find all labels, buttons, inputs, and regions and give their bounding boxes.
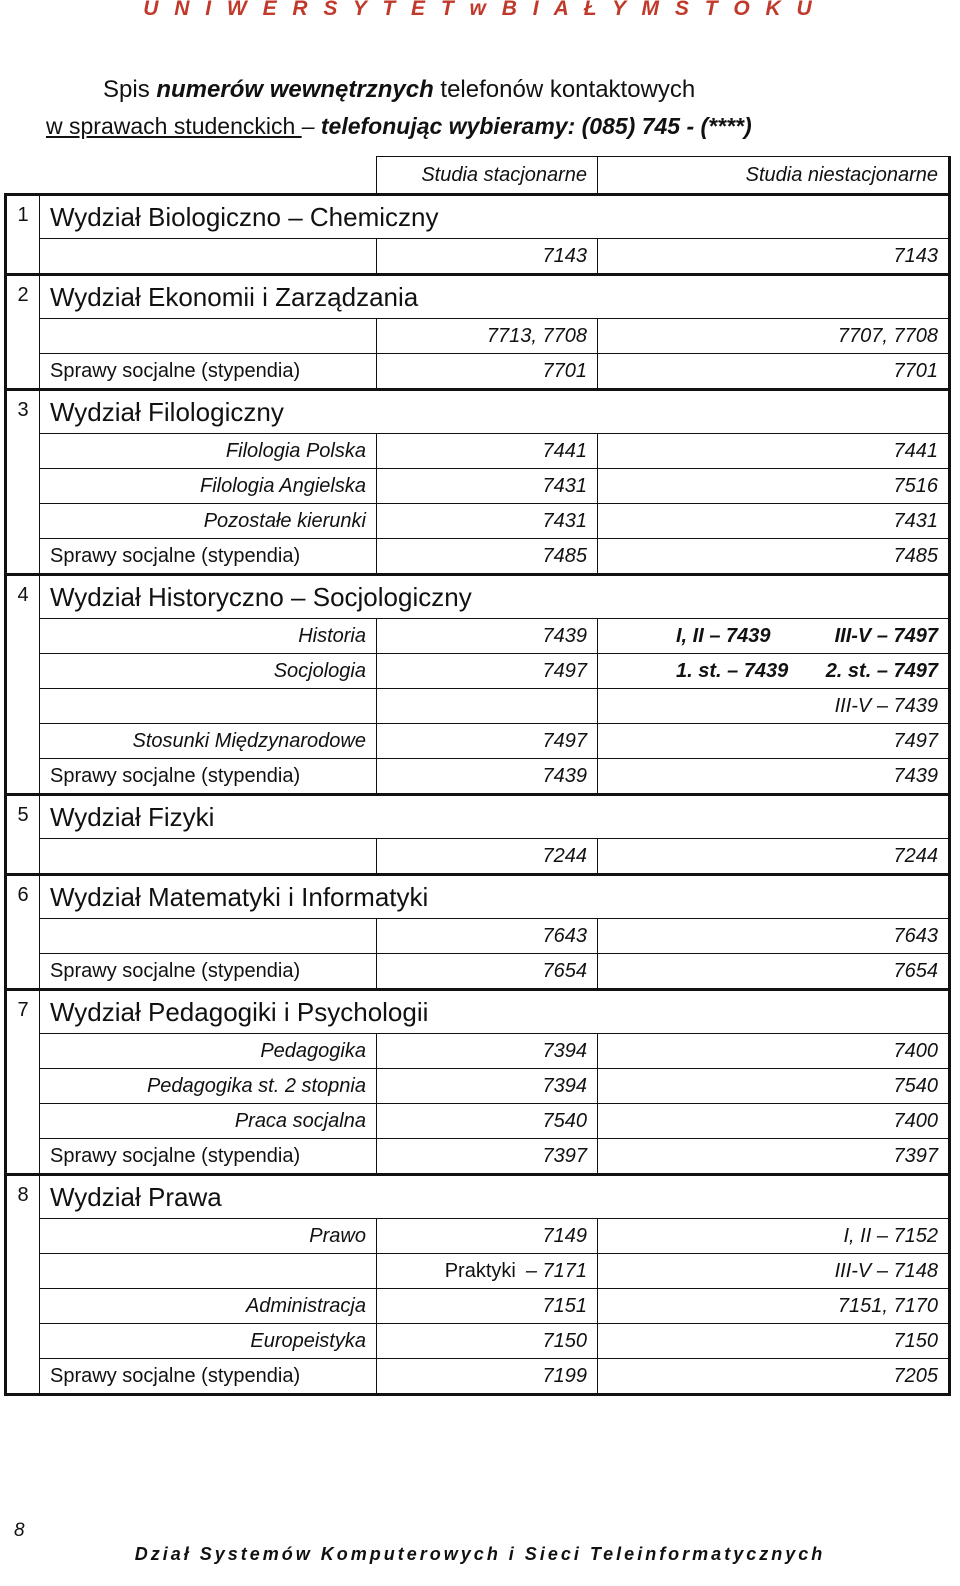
program-label: Stosunki Międzynarodowe — [40, 724, 377, 759]
phone-niestacjonarne: 7643 — [598, 919, 950, 954]
phone-row — [6, 1139, 950, 1175]
faculty-row — [6, 575, 950, 619]
faculty-name: Wydział Fizyki — [40, 795, 950, 839]
faculty-number: 6 — [6, 875, 40, 990]
program-label: Praca socjalna — [40, 1104, 377, 1139]
program-label: Pedagogika st. 2 stopnia — [40, 1069, 377, 1104]
phone-row — [6, 619, 950, 654]
document-subtitle — [46, 113, 752, 140]
phone-stacjonarne: 7654 — [377, 954, 598, 990]
subtitle-underlined: w sprawach studenckich — [46, 113, 302, 139]
faculty-number: 8 — [6, 1175, 40, 1395]
phone-stacjonarne: 7431 — [377, 504, 598, 539]
faculty-name: Wydział Ekonomii i Zarządzania — [40, 275, 950, 319]
program-label: Sprawy socjalne (stypendia) — [40, 1139, 377, 1175]
program-label — [40, 839, 377, 875]
phone-value-part2: 2. st. – 7497 — [825, 659, 938, 682]
program-label — [40, 689, 377, 724]
phone-row — [6, 504, 950, 539]
phone-niestacjonarne: 7400 — [598, 1104, 950, 1139]
phone-stacjonarne: 7497 — [377, 724, 598, 759]
phone-row — [6, 654, 950, 689]
phone-stacjonarne: 7439 — [377, 759, 598, 795]
phone-table-container — [4, 156, 948, 1396]
phone-row — [6, 1219, 950, 1254]
phone-niestacjonarne: 7400 — [598, 1034, 950, 1069]
phone-niestacjonarne: 7431 — [598, 504, 950, 539]
phone-stacjonarne: 7151 — [377, 1289, 598, 1324]
phone-niestacjonarne: III-V – 7148 — [598, 1254, 950, 1289]
program-label: Sprawy socjalne (stypendia) — [40, 1359, 377, 1395]
phone-niestacjonarne: 7397 — [598, 1139, 950, 1175]
phone-row — [6, 319, 950, 354]
program-label: Pedagogika — [40, 1034, 377, 1069]
faculty-number: 4 — [6, 575, 40, 795]
phone-niestacjonarne: I, II – 7152 — [598, 1219, 950, 1254]
phone-row — [6, 434, 950, 469]
program-label: Filologia Polska — [40, 434, 377, 469]
document-title — [103, 76, 695, 104]
phone-row — [6, 1069, 950, 1104]
phone-stacjonarne: 7397 — [377, 1139, 598, 1175]
program-label: Prawo — [40, 1219, 377, 1254]
phone-niestacjonarne: 7441 — [598, 434, 950, 469]
title-pre: Spis — [103, 76, 157, 103]
program-label — [40, 919, 377, 954]
phone-row — [6, 1034, 950, 1069]
phone-stacjonarne: 7701 — [377, 354, 598, 390]
phone-row — [6, 1254, 950, 1289]
table-header-row — [6, 157, 950, 195]
program-label: Filologia Angielska — [40, 469, 377, 504]
header-niestacjonarne: Studia niestacjonarne — [598, 157, 950, 195]
phone-row — [6, 689, 950, 724]
phone-niestacjonarne: 7497 — [598, 724, 950, 759]
phone-value-part1: 1. st. – 7439 — [676, 659, 789, 682]
program-label — [40, 1254, 377, 1289]
faculty-number: 7 — [6, 990, 40, 1175]
faculty-name: Wydział Filologiczny — [40, 390, 950, 434]
phone-niestacjonarne: 7701 — [598, 354, 950, 390]
faculty-name: Wydział Pedagogiki i Psychologii — [40, 990, 950, 1034]
phone-niestacjonarne: III-V – 7439 — [598, 689, 950, 724]
faculty-row — [6, 795, 950, 839]
phone-stacjonarne: 7244 — [377, 839, 598, 875]
program-label: Europeistyka — [40, 1324, 377, 1359]
phone-niestacjonarne: 7540 — [598, 1069, 950, 1104]
faculty-name: Wydział Biologiczno – Chemiczny — [40, 195, 950, 239]
phone-niestacjonarne: 7707, 7708 — [598, 319, 950, 354]
phone-niestacjonarne — [598, 619, 950, 654]
title-emphasis: numerów wewnętrznych — [156, 76, 434, 103]
phone-niestacjonarne: 7654 — [598, 954, 950, 990]
page-number: 8 — [14, 1520, 25, 1541]
title-post: telefonów kontaktowych — [433, 76, 696, 103]
faculty-row — [6, 1175, 950, 1219]
university-header: U N I W E R S Y T E T w B I A Ł Y M S T O K U — [143, 0, 817, 20]
faculty-row — [6, 990, 950, 1034]
subtitle-dash: – — [301, 113, 321, 139]
phone-stacjonarne — [377, 689, 598, 724]
faculty-row — [6, 275, 950, 319]
phone-table — [4, 156, 951, 1396]
faculty-number: 1 — [6, 195, 40, 275]
phone-value: – 7171 — [525, 1259, 587, 1282]
phone-stacjonarne: 7431 — [377, 469, 598, 504]
phone-stacjonarne: 7149 — [377, 1219, 598, 1254]
phone-row — [6, 239, 950, 275]
program-label: Sprawy socjalne (stypendia) — [40, 354, 377, 390]
program-label: Historia — [40, 619, 377, 654]
phone-stacjonarne: 7394 — [377, 1069, 598, 1104]
phone-row — [6, 759, 950, 795]
phone-row — [6, 354, 950, 390]
phone-row — [6, 1289, 950, 1324]
program-label: Sprawy socjalne (stypendia) — [40, 759, 377, 795]
phone-stacjonarne: 7497 — [377, 654, 598, 689]
phone-stacjonarne: 7713, 7708 — [377, 319, 598, 354]
phone-stacjonarne: 7441 — [377, 434, 598, 469]
phone-stacjonarne: 7439 — [377, 619, 598, 654]
phone-row — [6, 469, 950, 504]
phone-prefix: Praktyki — [444, 1259, 516, 1282]
program-label: Administracja — [40, 1289, 377, 1324]
program-label — [40, 239, 377, 275]
footer-text: Dział Systemów Komputerowych i Sieci Teleinformatycznych — [134, 1544, 826, 1564]
phone-niestacjonarne: 7143 — [598, 239, 950, 275]
phone-stacjonarne: 7394 — [377, 1034, 598, 1069]
phone-niestacjonarne: 7151, 7170 — [598, 1289, 950, 1324]
phone-niestacjonarne: 7244 — [598, 839, 950, 875]
phone-row — [6, 1104, 950, 1139]
phone-value-part2: III-V – 7497 — [834, 624, 938, 647]
header-stacjonarne: Studia stacjonarne — [377, 157, 598, 195]
phone-row — [6, 1324, 950, 1359]
phone-stacjonarne: 7143 — [377, 239, 598, 275]
program-label: Sprawy socjalne (stypendia) — [40, 539, 377, 575]
program-label — [40, 319, 377, 354]
faculty-name: Wydział Matematyki i Informatyki — [40, 875, 950, 919]
faculty-row — [6, 195, 950, 239]
faculty-row — [6, 875, 950, 919]
phone-niestacjonarne: 7516 — [598, 469, 950, 504]
phone-stacjonarne: 7199 — [377, 1359, 598, 1395]
phone-niestacjonarne — [598, 654, 950, 689]
phone-row — [6, 954, 950, 990]
program-label: Socjologia — [40, 654, 377, 689]
faculty-name: Wydział Prawa — [40, 1175, 950, 1219]
program-label: Pozostałe kierunki — [40, 504, 377, 539]
phone-niestacjonarne: 7485 — [598, 539, 950, 575]
phone-value-part1: I, II – 7439 — [676, 624, 771, 647]
phone-stacjonarne: 7150 — [377, 1324, 598, 1359]
phone-niestacjonarne: 7439 — [598, 759, 950, 795]
phone-niestacjonarne: 7205 — [598, 1359, 950, 1395]
phone-stacjonarne: 7485 — [377, 539, 598, 575]
phone-row — [6, 839, 950, 875]
phone-row — [6, 724, 950, 759]
phone-stacjonarne — [377, 1254, 598, 1289]
faculty-number: 5 — [6, 795, 40, 875]
subtitle-dial-info: telefonując wybieramy: (085) 745 - (****) — [320, 113, 752, 139]
phone-row — [6, 539, 950, 575]
phone-stacjonarne: 7643 — [377, 919, 598, 954]
phone-niestacjonarne: 7150 — [598, 1324, 950, 1359]
faculty-name: Wydział Historyczno – Socjologiczny — [40, 575, 950, 619]
phone-row — [6, 919, 950, 954]
phone-stacjonarne: 7540 — [377, 1104, 598, 1139]
phone-row — [6, 1359, 950, 1395]
faculty-row — [6, 390, 950, 434]
program-label: Sprawy socjalne (stypendia) — [40, 954, 377, 990]
faculty-number: 3 — [6, 390, 40, 575]
faculty-number: 2 — [6, 275, 40, 390]
